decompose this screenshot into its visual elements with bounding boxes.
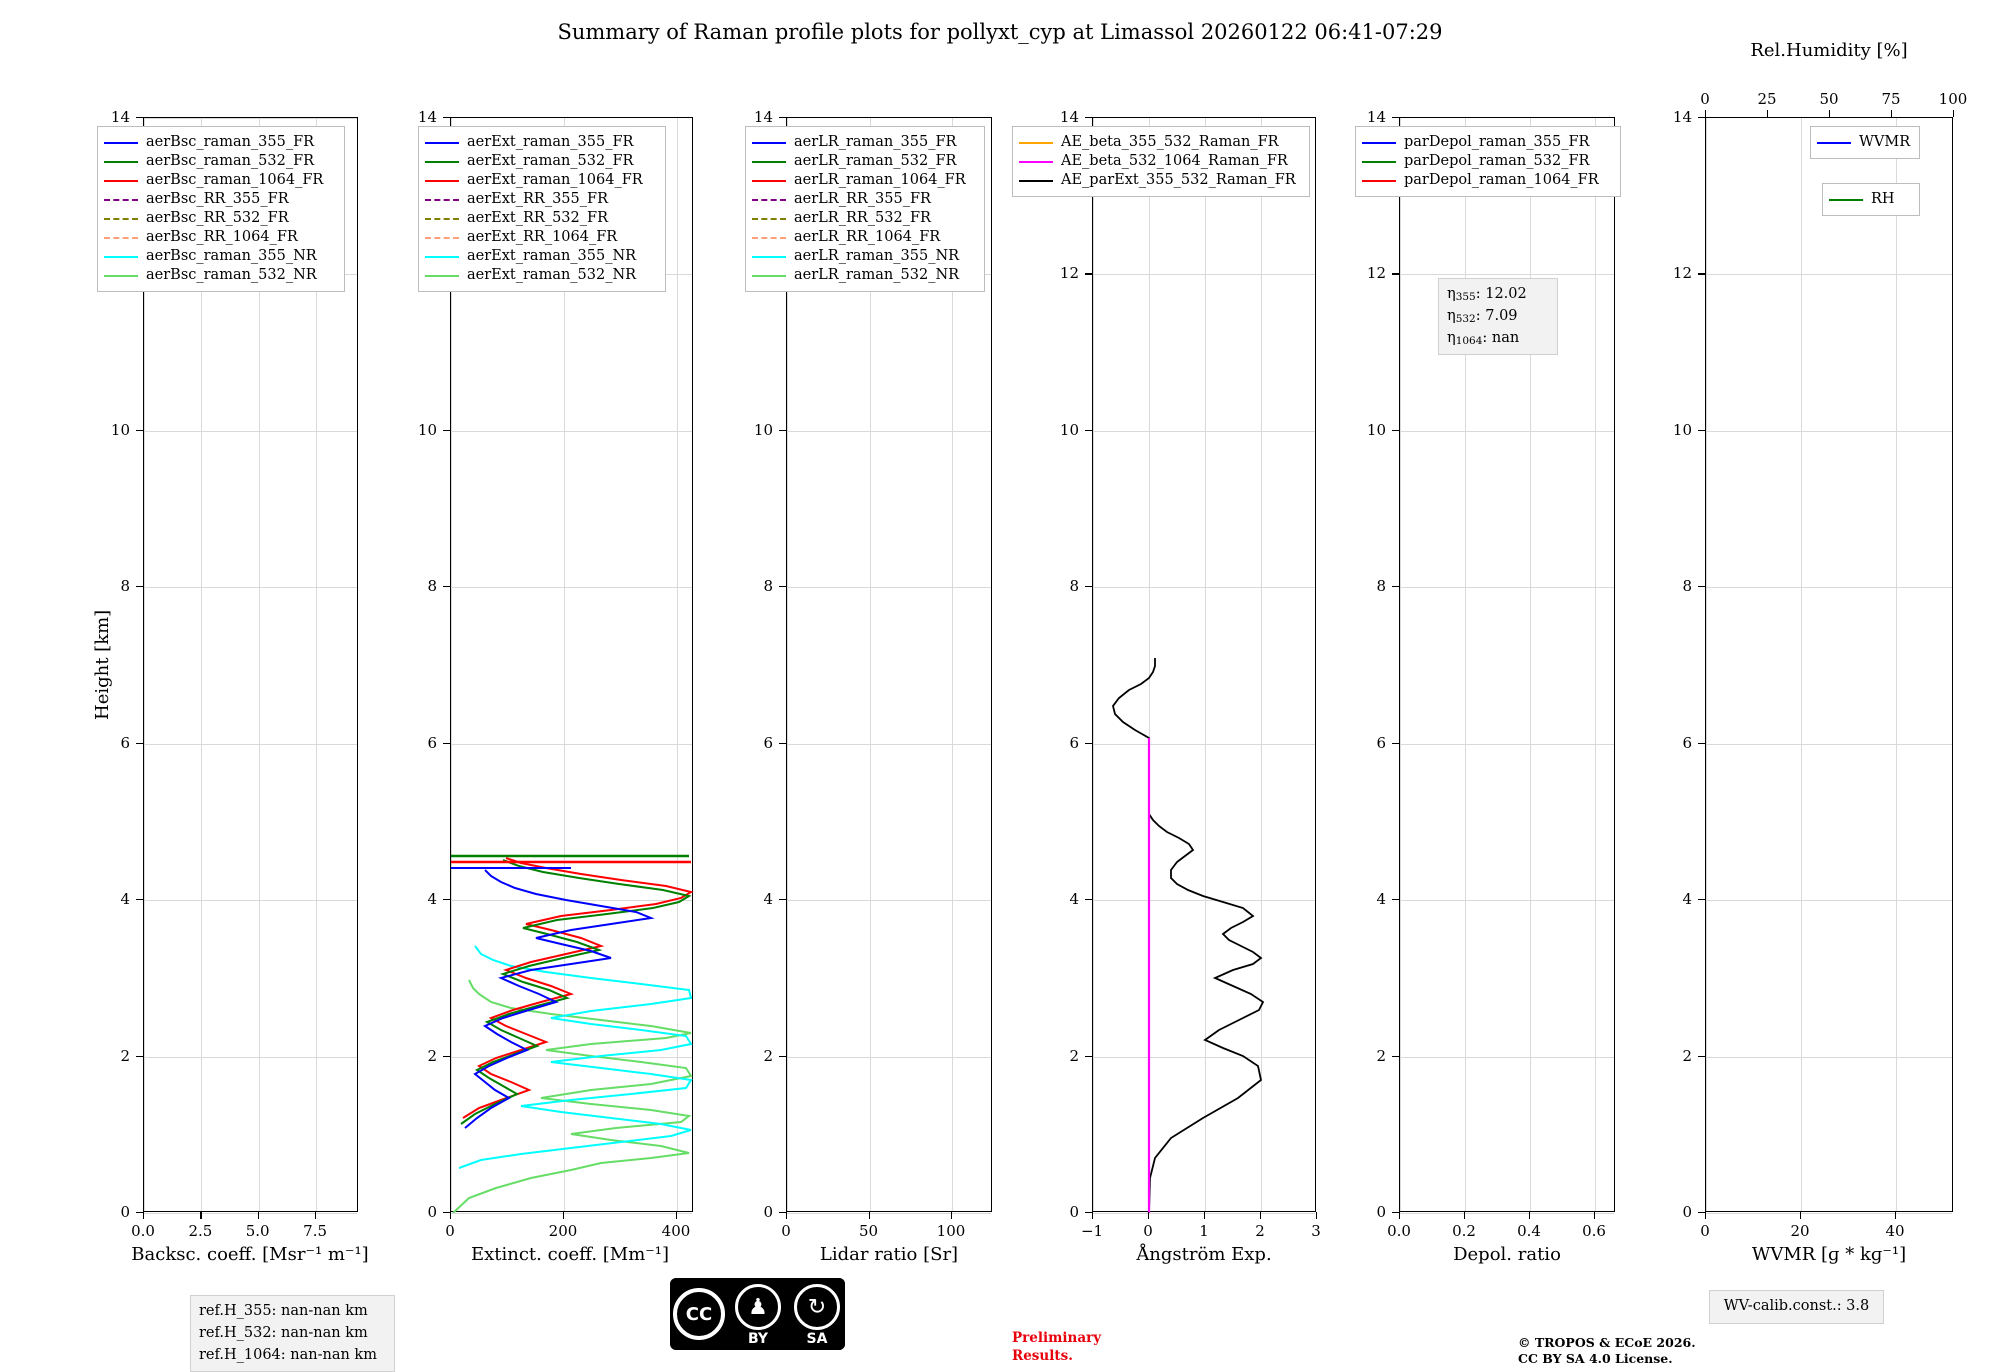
xtick-lr-0: 0 bbox=[781, 1222, 791, 1240]
xtick-ae-3: 2 bbox=[1255, 1222, 1265, 1240]
xtick-ext-1: 200 bbox=[548, 1222, 578, 1240]
xtick-lr-1: 50 bbox=[858, 1222, 879, 1240]
ytick-4: 4 bbox=[427, 890, 437, 909]
legend-label: aerLR_RR_355_FR bbox=[794, 191, 931, 207]
ytick-0: 0 bbox=[763, 1203, 773, 1221]
ytick-14: 14 bbox=[1672, 108, 1692, 126]
legend-label: aerBsc_RR_1064_FR bbox=[146, 229, 298, 245]
xtick-bsc-2: 5.0 bbox=[245, 1222, 270, 1240]
xtick-dep-1: 0.2 bbox=[1452, 1222, 1476, 1240]
eta-355-sub: 355 bbox=[1455, 291, 1476, 303]
legend-swatch bbox=[425, 142, 459, 144]
legend-label: parDepol_raman_1064_FR bbox=[1404, 172, 1599, 188]
legend-rh bbox=[1822, 183, 1920, 216]
ytick-4: 4 bbox=[763, 890, 773, 909]
legend-swatch bbox=[104, 256, 138, 258]
eta-355-value: 12.02 bbox=[1485, 286, 1527, 302]
ytick-10: 10 bbox=[1366, 420, 1386, 439]
legend-label: aerBsc_RR_532_FR bbox=[146, 210, 289, 226]
legend-label: aerExt_raman_532_FR bbox=[467, 153, 634, 169]
legend-label: aerLR_raman_532_NR bbox=[794, 267, 960, 283]
ytick-6: 6 bbox=[1376, 733, 1386, 752]
legend-label: aerExt_RR_1064_FR bbox=[467, 229, 618, 245]
x-axis-label-extinction: Extinct. coeff. [Mm⁻¹] bbox=[470, 1244, 670, 1265]
ytick-0: 0 bbox=[427, 1203, 437, 1221]
ytick-10: 10 bbox=[1059, 420, 1079, 439]
ytick-6: 6 bbox=[763, 733, 773, 752]
legend-extinction bbox=[418, 126, 666, 292]
eta-1064-symbol: η bbox=[1447, 329, 1456, 346]
ytick-0: 0 bbox=[120, 1203, 130, 1221]
legend-swatch bbox=[104, 142, 138, 144]
xtick-dep-2: 0.4 bbox=[1517, 1222, 1541, 1240]
legend-swatch bbox=[425, 237, 459, 239]
legend-backscatter bbox=[97, 126, 345, 292]
preliminary-line-1: Preliminary bbox=[1012, 1330, 1102, 1346]
legend-swatch bbox=[104, 199, 138, 201]
legend-label: parDepol_raman_355_FR bbox=[1404, 134, 1590, 150]
xtick-wvmr-20: 20 bbox=[1790, 1222, 1810, 1240]
ytick-10: 10 bbox=[1672, 420, 1692, 439]
x-axis-label-backscatter: Backsc. coeff. [Msr⁻¹ m⁻¹] bbox=[131, 1244, 369, 1265]
xtick-ext-0: 0 bbox=[445, 1222, 455, 1240]
cc-sa-label: SA bbox=[806, 1331, 828, 1347]
legend-swatch bbox=[752, 275, 786, 277]
copyright-line-1: © TROPOS & ECoE 2026. bbox=[1518, 1335, 1696, 1350]
cc-by-label: BY bbox=[747, 1331, 769, 1347]
legend-label: aerLR_RR_1064_FR bbox=[794, 229, 941, 245]
xtick-ae-4: 3 bbox=[1311, 1222, 1321, 1240]
legend-swatch bbox=[1362, 161, 1396, 163]
legend-swatch bbox=[752, 237, 786, 239]
legend-swatch bbox=[1817, 142, 1851, 144]
ytick-12: 12 bbox=[1366, 264, 1386, 283]
legend-swatch bbox=[752, 256, 786, 258]
legend-label: aerBsc_raman_355_FR bbox=[146, 134, 315, 150]
legend-swatch bbox=[752, 161, 786, 163]
ytick-8: 8 bbox=[120, 577, 130, 596]
legend-label: aerExt_raman_1064_FR bbox=[467, 172, 643, 188]
wv-calib-note: WV-calib.const.: 3.8 bbox=[1709, 1290, 1884, 1324]
ytick-12: 12 bbox=[1672, 264, 1692, 283]
copyright-note bbox=[1518, 1335, 1696, 1368]
x-axis-label-lidar-ratio: Lidar ratio [Sr] bbox=[819, 1244, 959, 1265]
ytick-4: 4 bbox=[1069, 890, 1079, 909]
legend-swatch bbox=[104, 161, 138, 163]
ytick-6: 6 bbox=[120, 733, 130, 752]
xtick-ext-2: 400 bbox=[661, 1222, 691, 1240]
legend-swatch bbox=[752, 142, 786, 144]
xtick-bsc-1: 2.5 bbox=[188, 1222, 213, 1240]
legend-swatch bbox=[752, 218, 786, 220]
legend-label: aerBsc_raman_532_FR bbox=[146, 153, 315, 169]
ytick-0: 0 bbox=[1069, 1203, 1079, 1221]
legend-swatch bbox=[1019, 161, 1053, 163]
legend-label: aerLR_raman_355_FR bbox=[794, 134, 957, 150]
ytick-2: 2 bbox=[1682, 1046, 1692, 1065]
legend-label: aerExt_RR_355_FR bbox=[467, 191, 608, 207]
ytick-6: 6 bbox=[1069, 733, 1079, 752]
ytick-14: 14 bbox=[1366, 108, 1386, 126]
ytick-12: 12 bbox=[1059, 264, 1079, 283]
legend-label: aerLR_raman_532_FR bbox=[794, 153, 957, 169]
person-icon: ♟ bbox=[729, 1284, 787, 1330]
legend-angstrom bbox=[1012, 126, 1310, 197]
eta-1064-value: nan bbox=[1491, 329, 1520, 346]
legend-swatch bbox=[425, 218, 459, 220]
ytick-2: 2 bbox=[427, 1046, 437, 1065]
ytick-2: 2 bbox=[120, 1046, 130, 1065]
xtick-ae-1: 0 bbox=[1143, 1222, 1153, 1240]
legend-label: RH bbox=[1871, 191, 1895, 207]
ytick-14: 14 bbox=[1059, 108, 1079, 126]
toptick-rh-50: 50 bbox=[1819, 90, 1839, 108]
ytick-0: 0 bbox=[1682, 1203, 1692, 1221]
ytick-6: 6 bbox=[1682, 733, 1692, 752]
x-axis-label-depolarization: Depol. ratio bbox=[1453, 1244, 1561, 1265]
ytick-10: 10 bbox=[417, 420, 437, 439]
toptick-rh-0: 0 bbox=[1700, 90, 1710, 108]
ytick-14: 14 bbox=[753, 108, 773, 126]
xtick-ae-0: −1 bbox=[1080, 1222, 1104, 1240]
plot-area-angstrom bbox=[1092, 117, 1316, 1212]
legend-label: aerExt_raman_355_FR bbox=[467, 134, 634, 150]
copyright-line-2: CC BY SA 4.0 License. bbox=[1518, 1351, 1673, 1367]
cc-sa-cell bbox=[788, 1278, 845, 1350]
legend-label: parDepol_raman_532_FR bbox=[1404, 153, 1590, 169]
preliminary-line-2: Results. bbox=[1012, 1347, 1073, 1364]
legend-swatch bbox=[104, 180, 138, 182]
cc-license-badge[interactable] bbox=[670, 1278, 845, 1350]
legend-wvmr bbox=[1810, 126, 1920, 159]
ytick-4: 4 bbox=[1682, 890, 1692, 909]
legend-label: AE_parExt_355_532_Raman_FR bbox=[1061, 172, 1296, 188]
legend-swatch bbox=[752, 180, 786, 182]
legend-swatch bbox=[1362, 180, 1396, 182]
toptick-rh-25: 25 bbox=[1757, 90, 1777, 108]
eta-532-sub: 532 bbox=[1455, 312, 1476, 325]
legend-swatch bbox=[1362, 142, 1396, 144]
cc-by-cell bbox=[729, 1278, 787, 1350]
legend-label: aerBsc_RR_355_FR bbox=[146, 191, 289, 207]
legend-swatch bbox=[1019, 180, 1053, 182]
page-title: Summary of Raman profile plots for pollyxt_cyp at Limassol 20260122 06:41-07:29 bbox=[557, 20, 1443, 44]
ytick-2: 2 bbox=[763, 1046, 773, 1065]
xtick-bsc-3: 7.5 bbox=[303, 1222, 328, 1240]
ref-h-355: ref.H_355: nan-nan km bbox=[199, 1303, 368, 1319]
legend-label: aerExt_raman_355_NR bbox=[467, 248, 637, 264]
plot-area-wvmr bbox=[1705, 117, 1953, 1212]
legend-swatch bbox=[425, 256, 459, 258]
legend-label: AE_beta_532_1064_Raman_FR bbox=[1061, 153, 1288, 169]
eta-532-symbol: η bbox=[1447, 307, 1456, 324]
legend-label: AE_beta_355_532_Raman_FR bbox=[1061, 134, 1279, 150]
eta-1064-sub: 1064 bbox=[1455, 334, 1483, 347]
eta-355-symbol: η bbox=[1447, 286, 1456, 302]
toptick-rh-75: 75 bbox=[1881, 90, 1901, 108]
angstrom-curves bbox=[1093, 118, 1317, 1213]
ref-h-532: ref.H_532: nan-nan km bbox=[199, 1324, 368, 1341]
ytick-2: 2 bbox=[1376, 1046, 1386, 1065]
legend-swatch bbox=[1019, 142, 1053, 144]
ytick-0: 0 bbox=[1376, 1203, 1386, 1221]
legend-label: aerBsc_raman_1064_FR bbox=[146, 172, 324, 188]
legend-label: aerLR_raman_1064_FR bbox=[794, 172, 966, 188]
y-axis-label: Height [km] bbox=[92, 609, 113, 720]
ytick-8: 8 bbox=[1376, 577, 1386, 596]
toptick-rh-100: 100 bbox=[1938, 90, 1968, 108]
ytick-10: 10 bbox=[753, 420, 773, 439]
legend-swatch bbox=[104, 237, 138, 239]
legend-label: aerBsc_raman_532_NR bbox=[146, 267, 317, 283]
legend-label: aerLR_raman_355_NR bbox=[794, 248, 960, 264]
legend-swatch bbox=[425, 199, 459, 201]
ytick-8: 8 bbox=[1682, 577, 1692, 596]
share-alike-icon: ↻ bbox=[788, 1284, 845, 1330]
x-axis-label-wvmr: WVMR [ɡ * kɡ⁻¹] bbox=[1751, 1244, 1907, 1265]
xtick-lr-2: 100 bbox=[936, 1222, 966, 1240]
legend-swatch bbox=[425, 161, 459, 163]
ytick-2: 2 bbox=[1069, 1046, 1079, 1065]
legend-swatch bbox=[104, 275, 138, 277]
legend-swatch bbox=[104, 218, 138, 220]
legend-depolarization bbox=[1355, 126, 1621, 197]
reference-heights-box bbox=[190, 1295, 395, 1372]
top-axis-title-rh: Rel.Humidity [%] bbox=[1750, 40, 1908, 61]
cc-icon bbox=[670, 1278, 728, 1350]
legend-label: aerBsc_raman_355_NR bbox=[146, 248, 317, 264]
xtick-wvmr-40: 40 bbox=[1885, 1222, 1905, 1240]
ytick-4: 4 bbox=[120, 890, 130, 909]
legend-label: aerExt_RR_532_FR bbox=[467, 210, 608, 226]
xtick-wvmr-0: 0 bbox=[1700, 1222, 1710, 1240]
ytick-10: 10 bbox=[110, 420, 130, 439]
ytick-8: 8 bbox=[1069, 577, 1079, 596]
ytick-6: 6 bbox=[427, 733, 437, 752]
xtick-ae-2: 1 bbox=[1199, 1222, 1209, 1240]
legend-label: aerExt_raman_532_NR bbox=[467, 267, 637, 283]
ytick-4: 4 bbox=[1376, 890, 1386, 909]
eta-annotation: η355: 12.02 η532: 7.09 η1064: nan bbox=[1438, 278, 1558, 355]
legend-swatch bbox=[752, 199, 786, 201]
ytick-14: 14 bbox=[417, 108, 437, 126]
xtick-bsc-0: 0.0 bbox=[131, 1222, 155, 1240]
legend-swatch bbox=[1829, 199, 1863, 201]
cc-label: CC bbox=[673, 1288, 725, 1340]
legend-swatch bbox=[425, 180, 459, 182]
x-axis-label-angstrom: Ångström Exp. bbox=[1136, 1244, 1272, 1265]
xtick-dep-3: 0.6 bbox=[1582, 1222, 1606, 1240]
ytick-8: 8 bbox=[427, 577, 437, 596]
legend-lidar-ratio bbox=[745, 126, 985, 292]
legend-swatch bbox=[425, 275, 459, 277]
ytick-8: 8 bbox=[763, 577, 773, 596]
xtick-dep-0: 0.0 bbox=[1387, 1222, 1411, 1240]
ytick-14: 14 bbox=[110, 108, 130, 126]
legend-label: aerLR_RR_532_FR bbox=[794, 210, 931, 226]
eta-532-value: 7.09 bbox=[1485, 307, 1518, 324]
ref-h-1064: ref.H_1064: nan-nan km bbox=[199, 1346, 377, 1363]
legend-label: WVMR bbox=[1859, 134, 1911, 150]
